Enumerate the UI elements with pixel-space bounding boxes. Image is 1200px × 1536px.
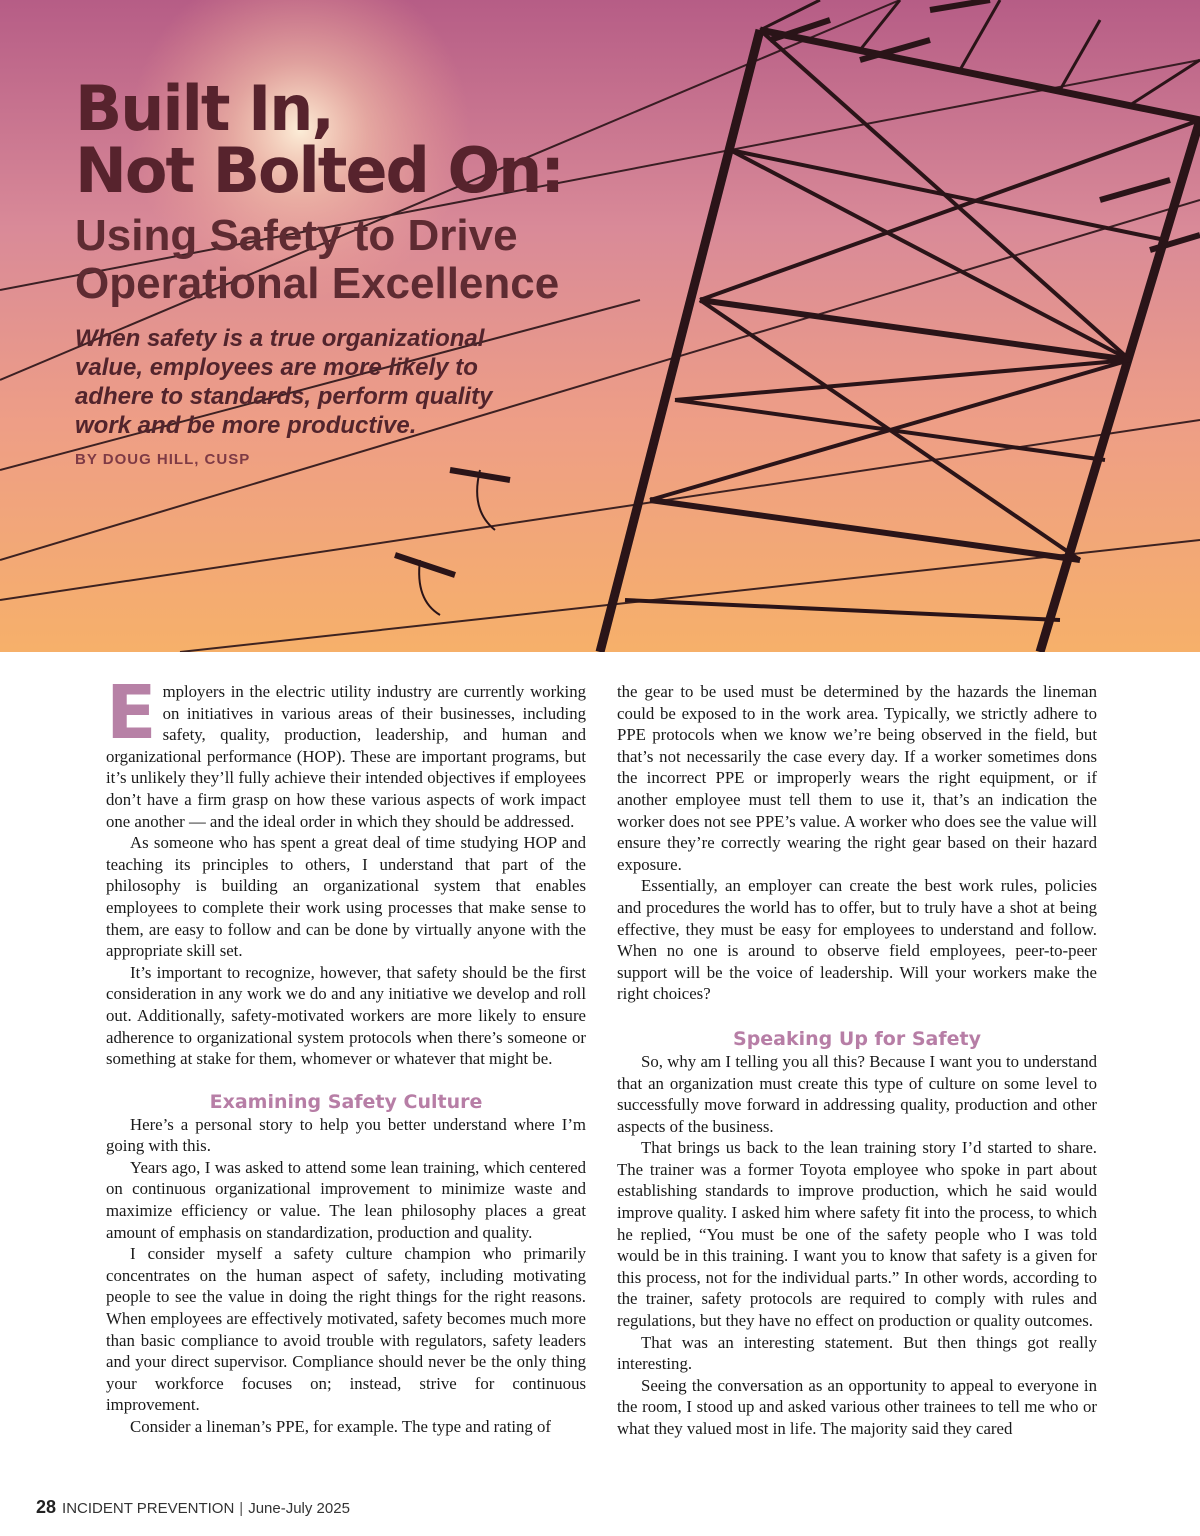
paragraph: So, why am I telling you all this? Because I want you to understand that an organization must create this type of culture on some level to successfully move forward in addressing quality, production and other aspects of the business. — [617, 1051, 1097, 1136]
section-heading: Examining Safety Culture — [209, 1090, 483, 1113]
paragraph — [106, 670, 586, 832]
article-subtitle — [75, 212, 559, 308]
section-heading: Speaking Up for Safety — [733, 1027, 981, 1050]
left-column — [106, 670, 586, 1438]
footer-separator: | — [239, 1500, 244, 1517]
paragraph: Essentially, an employer can create the best work rules, policies and procedures the world has to offer, but to truly have a shot at being effective, they must be easy for employees to understand and follow. When no one is around to observe field employees, peer-to-peer support will be the voice of leadership. Will your workers make the right choices? — [617, 876, 1097, 1004]
paragraph: Consider a lineman’s PPE, for example. The type and rating of — [130, 1417, 551, 1436]
page-footer — [36, 1497, 350, 1518]
subtitle-line-2: Operational Excellence — [75, 259, 560, 308]
right-column — [617, 681, 1097, 1440]
paragraph: I consider myself a safety culture champion who primarily concentrates on the human aspect of safety, including motivating people to see the value in doing the right things for the right reasons. When employees are effectively motivated, safety becomes much more than basic compliance to avoid trouble with regulators, safety leaders and your direct supervisor. Compliance should never be the only thing your workforce focuses on; instead, strive for continuous improvement. — [106, 1244, 586, 1415]
paragraph: Seeing the conversation as an opportunity to appeal to everyone in the room, I stood up and asked various other trainees to tell me who or what they valued most in life. The majority said they cared — [617, 1375, 1097, 1438]
paragraph: That brings us back to the lean training story I’d started to share. The trainer was a former Toyota employee who spoke in part about establishing standards to improve production, which he said would improve quality. I asked him where safety fit into the process, to which he replied, “You must be one of the safety people who I was told would be in this training. I want you to know that safety is a given for this process, not for the individual parts.” In other words, according to the trainer, safety protocols are required to comply with rules and regulations, but they have no effect on production or quality outcomes. — [617, 1138, 1097, 1331]
paragraph: That was an interesting statement. But then things got really interesting. — [617, 1332, 1097, 1374]
article-title — [75, 72, 564, 207]
paragraph: It’s important to recognize, however, that safety should be the first consideration in any work we do and any initiative we develop and roll out. Additionally, safety-motivated workers are more likely to ensure adherence to organizational system protocols when there’s someone or something at stake for them, whomever or whatever that might be. — [106, 962, 586, 1069]
paragraph: the gear to be used must be determined by the hazards the lineman could be exposed to in the work area. Typically, we strictly adhere to PPE protocols when we know we’re being observed in the field, but that’s not necessarily the case every day. If a worker sometimes dons the incorrect PPE or improperly wears the right equipment, or if another employee must tell them to use it, that’s an indication the worker does not see PPE’s value. A worker who does see the value will ensure they’re correctly wearing the right gear based on their hazard exposure. — [617, 682, 1097, 874]
subtitle-line-1: Using Safety to Drive — [75, 211, 518, 260]
article-dek: When safety is a true organizational value, employees are more likely to adhere to standards, perform quality work and be more productive. — [75, 325, 493, 439]
paragraph: As someone who has spent a great deal of time studying HOP and teaching its principles to others, I understand that part of the philosophy is building an organizational system that enables employees to complete their work using processes that make sense to them, are easy to follow and can be done by virtually anyone with the appropriate skill set. — [106, 833, 586, 961]
drop-cap: E — [106, 670, 157, 756]
issue-date: June-July 2025 — [248, 1500, 350, 1517]
paragraph: Here’s a personal story to help you better understand where I’m going with this. — [106, 1114, 586, 1156]
paragraph-text: mployers in the electric utility industry are currently working on initiatives in various areas of their businesses, including safety, quality, production, leadership, and human and organizational performance (HOP). These are important programs, but it’s unlikely they’ll fully achieve their intended objectives if employees don’t have a firm grasp on how these various aspects of work impact one another — and the ideal order in which they should be addressed. — [106, 682, 586, 831]
page-number: 28 — [36, 1497, 57, 1517]
paragraph: Years ago, I was asked to attend some lean training, which centered on continuous organizational improvement to minimize waste and maximize efficiency or value. The lean philosophy places a great amount of emphasis on standardization, production and quality. — [106, 1157, 586, 1242]
title-line-1: Built In, — [75, 72, 333, 145]
publication-name: INCIDENT PREVENTION — [62, 1500, 235, 1517]
byline: BY DOUG HILL, CUSP — [75, 451, 251, 468]
title-line-2: Not Bolted On: — [75, 134, 564, 207]
hero-banner — [0, 0, 1200, 652]
